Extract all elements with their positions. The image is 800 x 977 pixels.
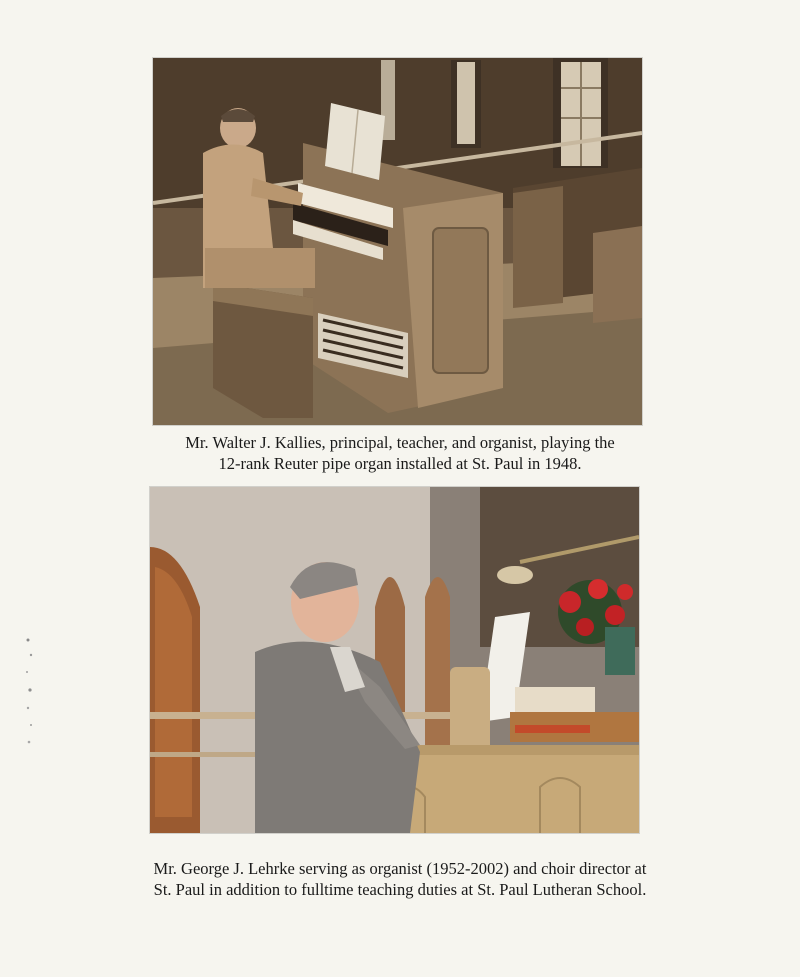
caption-line: Mr. George J. Lehrke serving as organist (1952-2002) and choir director at	[153, 859, 647, 878]
photo-caption-2	[0, 858, 800, 900]
caption-line: Mr. Walter J. Kallies, principal, teacher, and organist, playing the	[185, 433, 615, 452]
photo-caption-1	[0, 432, 800, 474]
caption-line: 12-rank Reuter pipe organ installed at St. Paul in 1948.	[218, 454, 582, 473]
sepia-organ-photo-image	[153, 58, 642, 425]
margin-specks	[22, 630, 38, 780]
organ-console-photo-sepia	[153, 58, 642, 425]
organist-color-photo	[150, 487, 639, 833]
color-organ-photo-image	[150, 487, 639, 833]
caption-line: St. Paul in addition to fulltime teaching duties at St. Paul Lutheran School.	[153, 880, 647, 899]
